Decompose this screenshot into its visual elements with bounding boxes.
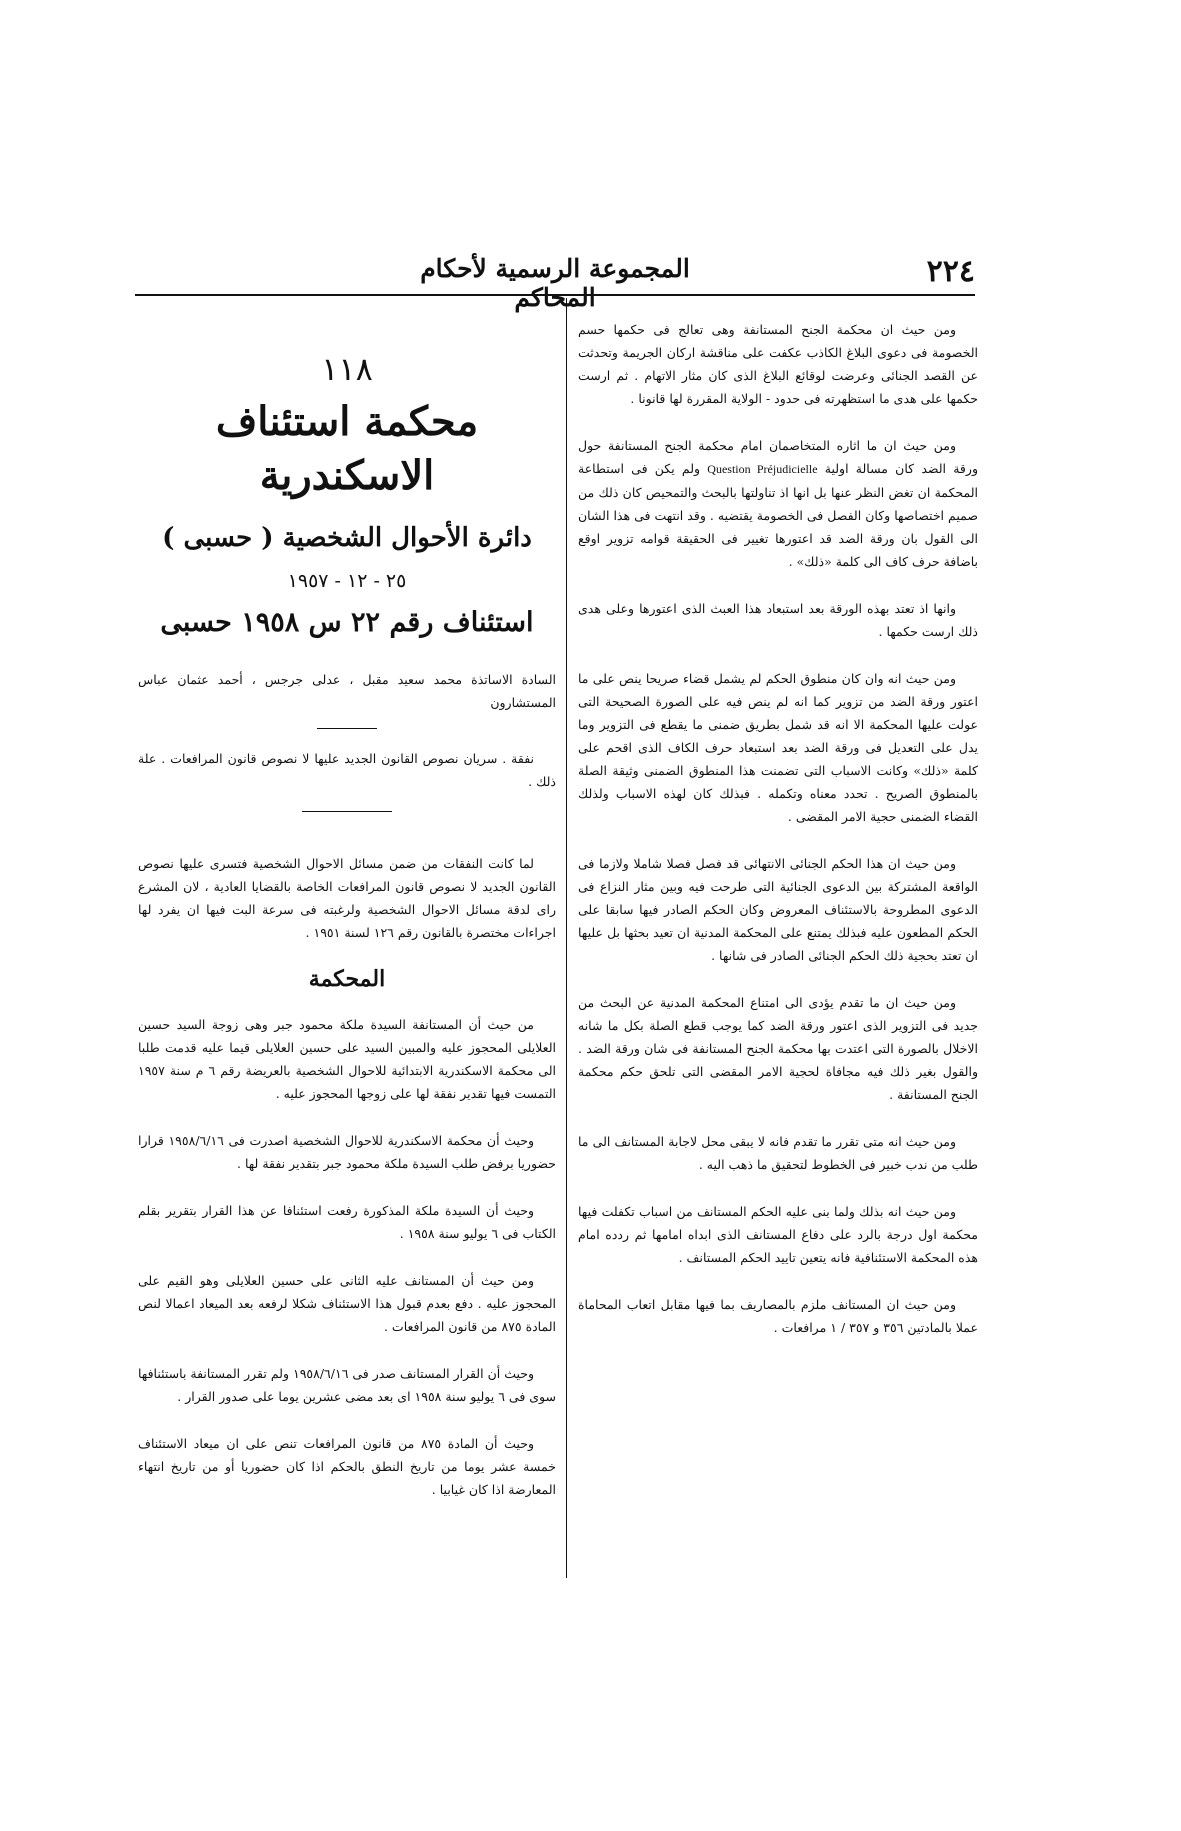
court-name: محكمة استئناف الاسكندرية (215, 398, 479, 499)
page-number: ٢٢٤ (926, 254, 975, 289)
paragraph: ومن حيث ان المستانف ملزم بالمصاريف بما فيها مقابل اتعاب المحاماة عملا بالمادتين ٣٥٦ و ٣٥٧ / ١ مرافعات . (578, 1297, 978, 1335)
paragraph: وحيث أن المادة ٨٧٥ من قانون المرافعات تنص على ان ميعاد الاستئناف خمسة عشر يوما من تاريخ النطق بالحكم اذا كان حضوريا أو من تاريخ انتهاء المعارضة اذا كان غيابيا . (138, 1436, 556, 1497)
paragraph: ومن حيث أن المستانف عليه الثانى على حسين العلايلى وهو القيم على المحجوز عليه . دفع بعدم قبول هذا الاستئناف شكلا لرفعه بعد الميعاد اعمالا لنص المادة ٨٧٥ من قانون المرافعات . (138, 1273, 556, 1334)
right-column (578, 318, 978, 1363)
legal-summary: لما كانت النفقات من ضمن مسائل الاحوال الشخصية فتسرى عليها نصوص القانون الجديد لا نصوص قانون المرافعات الخاصة بالقضايا العادية ، لان المشرع راى لدقة مسائل الاحوال الشخصية ولرغبته فى سرعة البت فيها ان يفرد لها اجراءات مختصرة بالقانون رقم ١٢٦ لسنة ١٩٥١ . (138, 856, 556, 940)
page-header (135, 248, 975, 312)
running-title: المجموعة الرسمية لأحكام المحاكم (420, 254, 690, 312)
keywords: نفقة . سريان نصوص القانون الجديد عليها لا نصوص قانون المرافعات . علة ذلك . (138, 751, 556, 789)
paragraph: ومن حيث انه متى تقرر ما تقدم فانه لا يبقى محل لاجابة المستانف الى ما طلب من ندب خبير فى الخطوط لتحقيق ما ذهب اليه . (578, 1134, 978, 1172)
latin-term: Question Préjudicielle (707, 462, 818, 476)
paragraph: وحيث أن محكمة الاسكندرية للاحوال الشخصية اصدرت فى ١٩٥٨/٦/١٦ قرارا حضوريا برفض طلب السيدة ملكة محمود جبر بتقدير نفقة لها . (138, 1133, 556, 1171)
paragraph-text: ومن حيث ان ما اثاره المتخاصمان امام محكمة الجنح المستانفة حول ورقة الضد كان مسالة اولية (578, 438, 978, 476)
judgment-date: ٢٥ - ١٢ - ١٩٥٧ (287, 570, 407, 592)
paragraph: ومن حيث انه بذلك ولما بنى عليه الحكم المستانف من اسباب تكفلت فيها محكمة اول درجة بالرد على دفاع المستانف الذى ابداه امامها ثم ردده امام هذه المحكمة الاستئنافية فانه يتعين تاييد الحكم المستانف . (578, 1204, 978, 1265)
header-rule (135, 294, 975, 296)
circuit-name: دائرة الأحوال الشخصية ( حسبى ) (162, 523, 532, 553)
paragraph: وحيث أن القرار المستانف صدر فى ١٩٥٨/٦/١٦ ولم تقرر المستانفة باستئنافها سوى فى ٦ يوليو سنة ١٩٥٨ اى بعد مضى عشرين يوما على صدور القرار . (138, 1366, 556, 1404)
paragraph: ومن حيث انه وان كان منطوق الحكم لم يشمل قضاء صريحا ينص على ما اعتور ورقة الضد من تزوير كما انه لم ينص فيه على الصورة الصحيحة التى عولت عليها المحكمة الا انه قد شمل بطريق ضمنى ما يقطع فى التزوير وما يدل على التعديل فى ورقة الضد بعد استبعاد حرف الكاف الذى اقحم على كلمة «ذلك» وكانت الاسباب التى تضمنت هذا المنطوق الضمنى وثيقة الصلة بالمنطوق الصريح . تحدد معناه وتكمله . فبذلك كان لهذه الاسباب ولذلك القضاء الضمنى حجية الامر المقضى . (578, 671, 978, 824)
paragraph: من حيث أن المستانفة السيدة ملكة محمود جبر وهى زوجة السيد حسين العلايلى المحجوز عليه والمبين السيد على حسين العلايلى قيما عليه قدمت طلبا الى محكمة الاسكندرية الابتدائية للاحوال الشخصية بالعريضة رقم ٦ م سنة ١٩٥٧ التمست فيها تقدير نفقة لها على زوجها المحجوز عليه . (138, 1017, 556, 1101)
column-divider (566, 298, 567, 1578)
paragraph: ومن حيث ان محكمة الجنح المستانفة وهى تعالج فى حكمها حسم الخصومة فى دعوى البلاغ الكاذب عكفت على مناقشة اركان الجريمة وتحدثت عن القصد الجنائى وعرضت لوقائع البلاغ الذى كان مثار الاتهام . ثم ارست حكمها على هدى ما استظهرته فى حدود - الولاية المقررة لها قانونا . (578, 322, 978, 406)
divider (302, 811, 392, 812)
case-number: ١١٨ (321, 350, 373, 388)
paragraph: ومن حيث ان ما تقدم يؤدى الى امتناع المحكمة المدنية عن البحث من جديد فى التزوير الذى اعتور ورقة الضد كما يوجب قطع الصلة بكل ما شانه الاخلال بالصورة التى اعتدت بها محكمة الجنح المستانفة فى شان ورقة الضد . والقول بغير ذلك فيه مجافاة لحجية الامر المقضى التى تلحق حكم محكمة الجنح المستانفة . (578, 995, 978, 1102)
left-column (138, 340, 556, 1525)
paragraph (578, 434, 978, 573)
appeal-number: استئناف رقم ٢٢ س ١٩٥٨ حسبى (160, 607, 534, 638)
divider (317, 728, 377, 729)
paragraph: وانها اذ تعتد بهذه الورقة بعد استبعاد هذا العبث الذى اعتورها وعلى هدى ذلك ارست حكمها . (578, 601, 978, 639)
paragraph: ومن حيث ان هذا الحكم الجنائى الانتهائى قد فصل فصلا شاملا ولازما فى الواقعة المشتركة بين الدعوى الجنائية التى طرحت فيه وبين مثار النزاع فى الدعوى المطروحة بالاستئناف المعروض وكان الحكم الصادر فيها سابقا على الحكم المطعون عليه فبذلك يمتنع على المحكمة المدنية ان تعيد بحثها بل عليها ان تعتد بحجية ذلك الحكم الجنائى الصادر فى شانها . (578, 856, 978, 963)
section-heading: المحكمة (308, 966, 386, 992)
paragraph: وحيث أن السيدة ملكة المذكورة رفعت استئنافا عن هذا القرار بتقرير بقلم الكتاب فى ٦ يوليو سنة ١٩٥٨ . (138, 1203, 556, 1241)
judges-list: السادة الاساتذة محمد سعيد مقبل ، عدلى جرجس ، أحمد عثمان عباس المستشارون (138, 672, 556, 710)
paragraph-text: ولم يكن فى استطاعة المحكمة ان تغض النظر عنها بل انها اذ تناولتها بالبحث والتمحيص كان ذلك من صميم اختصاصها وكان الفصل فى الخصومة يقتضيه . وقد انتهت فى هذا الشان الى القول بان ورقة الضد قد اعتورها تغيير فى الحقيقة قوامه تزوير اوقع باضافة حرف كاف الى كلمة «ذلك» . (578, 461, 978, 569)
